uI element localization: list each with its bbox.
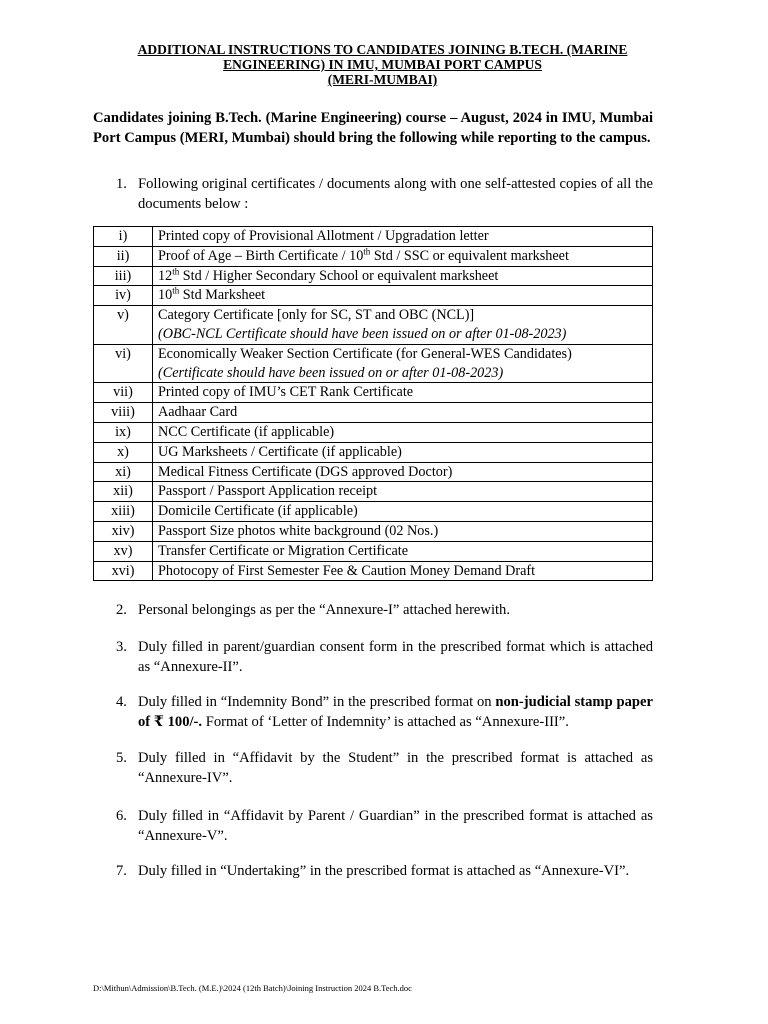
- title-line-3: (MERI-MUMBAI): [327, 72, 438, 87]
- table-row: [94, 502, 653, 522]
- document-title: [100, 42, 665, 87]
- table-row: [94, 521, 653, 541]
- row-number: xi): [94, 462, 153, 482]
- item-text-part: Duly filled in “Indemnity Bond” in the prescribed format on: [138, 694, 496, 710]
- table-row: [94, 344, 653, 383]
- instruction-item-3: [116, 637, 653, 677]
- row-text: Photocopy of First Semester Fee & Caution Money Demand Draft: [153, 561, 653, 581]
- row-text: Printed copy of IMU’s CET Rank Certificate: [153, 383, 653, 403]
- table-row: [94, 266, 653, 286]
- row-text-part: Std Marksheet: [179, 287, 266, 304]
- item-text: Duly filled in “Undertaking” in the prescribed format is attached as “Annexure-VI”.: [138, 863, 630, 879]
- row-text: [153, 286, 653, 306]
- row-text-part: Proof of Age – Birth Certificate / 10: [158, 247, 364, 264]
- title-line-2: ENGINEERING) IN IMU, MUMBAI PORT CAMPUS: [223, 57, 542, 72]
- row-note: (OBC-NCL Certificate should have been issued on or after 01-08-2023): [158, 325, 567, 342]
- table-row: [94, 422, 653, 442]
- row-number: xiii): [94, 502, 153, 522]
- item-text: Duly filled in parent/guardian consent form in the prescribed format which is attached as “Annexure-II”.: [138, 639, 653, 675]
- item-text: Duly filled in “Affidavit by Parent / Guardian” in the prescribed format is attached as “Annexure-V”.: [138, 808, 653, 844]
- documents-table: [93, 226, 653, 581]
- instruction-item-2: [116, 600, 653, 620]
- intro-paragraph: Candidates joining B.Tech. (Marine Engineering) course – August, 2024 in IMU, Mumbai Port Campus (MERI, Mumbai) should bring the following while reporting to the campus.: [93, 110, 653, 146]
- row-text: [153, 246, 653, 266]
- row-text: Transfer Certificate or Migration Certificate: [153, 541, 653, 561]
- row-number: vi): [94, 344, 153, 383]
- item-number: 7.: [116, 863, 127, 879]
- item-number: 3.: [116, 639, 127, 655]
- item-text-part: Format of ‘Letter of Indemnity’ is attached as “Annexure-III”.: [202, 714, 569, 730]
- row-text: [153, 306, 653, 345]
- superscript: th: [363, 246, 371, 257]
- row-text-part: Economically Weaker Section Certificate (for General-WES Candidates): [158, 345, 572, 362]
- title-line-1: ADDITIONAL INSTRUCTIONS TO CANDIDATES JOINING B.TECH. (MARINE: [137, 42, 628, 57]
- table-row: [94, 541, 653, 561]
- row-number: viii): [94, 403, 153, 423]
- row-number: xiv): [94, 521, 153, 541]
- row-text: Domicile Certificate (if applicable): [153, 502, 653, 522]
- row-number: xv): [94, 541, 153, 561]
- superscript: th: [172, 285, 180, 296]
- row-number: iii): [94, 266, 153, 286]
- row-text-part: Std / SSC or equivalent marksheet: [370, 247, 569, 264]
- row-text: NCC Certificate (if applicable): [153, 422, 653, 442]
- row-text: Passport Size photos white background (02 Nos.): [153, 521, 653, 541]
- row-number: v): [94, 306, 153, 345]
- item-text: Duly filled in “Affidavit by the Student” in the prescribed format is attached as “Annexure-IV”.: [138, 750, 653, 786]
- table-row: [94, 482, 653, 502]
- table-row: [94, 246, 653, 266]
- row-text-part: Category Certificate [only for SC, ST and OBC (NCL)]: [158, 307, 475, 324]
- item-number: 6.: [116, 808, 127, 824]
- row-text: Passport / Passport Application receipt: [153, 482, 653, 502]
- superscript: th: [172, 265, 180, 276]
- table-row: [94, 442, 653, 462]
- row-text: [153, 266, 653, 286]
- table-row: [94, 462, 653, 482]
- row-text: [153, 344, 653, 383]
- row-text: Printed copy of Provisional Allotment / Upgradation letter: [153, 227, 653, 247]
- stamp-paper-emphasis: non-judicial stamp paper of ₹ 100/-.: [138, 694, 653, 730]
- item-number: 4.: [116, 694, 127, 710]
- row-text: Aadhaar Card: [153, 403, 653, 423]
- instruction-item-1: [116, 174, 653, 214]
- row-text-part: 12: [158, 267, 173, 284]
- item-text: Personal belongings as per the “Annexure-I” attached herewith.: [138, 602, 510, 618]
- instruction-item-5: [116, 748, 653, 788]
- table-row: [94, 286, 653, 306]
- row-number: x): [94, 442, 153, 462]
- row-text-part: Std / Higher Secondary School or equivalent marksheet: [179, 267, 499, 284]
- item-number: 5.: [116, 750, 127, 766]
- instruction-item-6: [116, 806, 653, 846]
- row-text: Medical Fitness Certificate (DGS approved Doctor): [153, 462, 653, 482]
- item-text: [138, 692, 653, 732]
- item-number: 2.: [116, 602, 127, 618]
- table-row: [94, 403, 653, 423]
- table-row: [94, 383, 653, 403]
- row-note: (Certificate should have been issued on or after 01-08-2023): [158, 364, 504, 381]
- item-text: Following original certificates / documents along with one self-attested copies of all the documents below :: [138, 176, 653, 212]
- item-number: 1.: [116, 176, 127, 192]
- row-number: ix): [94, 422, 153, 442]
- table-row: [94, 306, 653, 345]
- instruction-item-7: [116, 861, 653, 881]
- instruction-item-4: [116, 692, 653, 732]
- row-text: UG Marksheets / Certificate (if applicable): [153, 442, 653, 462]
- table-row: [94, 561, 653, 581]
- row-number: vii): [94, 383, 153, 403]
- table-row: [94, 227, 653, 247]
- row-number: xii): [94, 482, 153, 502]
- row-number: xvi): [94, 561, 153, 581]
- file-path-footer: D:\Mithun\Admission\B.Tech. (M.E.)\2024 (12th Batch)\Joining Instruction 2024 B.Tech.doc: [93, 983, 412, 993]
- row-number: ii): [94, 246, 153, 266]
- row-text-part: 10: [158, 287, 173, 304]
- row-number: iv): [94, 286, 153, 306]
- row-number: i): [94, 227, 153, 247]
